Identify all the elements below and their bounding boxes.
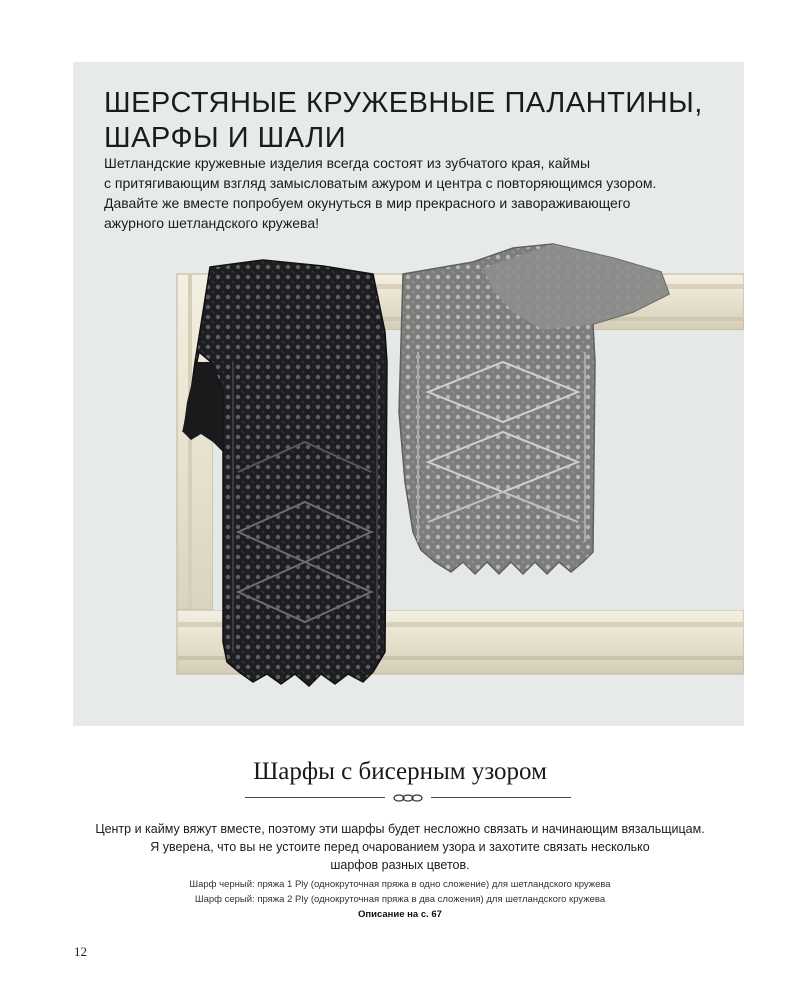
pattern-reference: Описание на с. 67 bbox=[358, 909, 442, 920]
yarn-info bbox=[0, 877, 800, 922]
yarn-line-black: Шарф черный: пряжа 1 Ply (однокруточная пряжа в одно сложение) для шетландского кружева bbox=[189, 879, 611, 890]
hero-photo bbox=[73, 62, 744, 726]
section-title: Шарфы с бисерным узором bbox=[253, 758, 547, 785]
divider-ornament-icon bbox=[393, 793, 423, 803]
yarn-line-grey: Шарф серый: пряжа 2 Ply (однокруточная пряжа в два сложения) для шетландского кружева bbox=[194, 894, 606, 905]
page-title bbox=[104, 86, 703, 156]
intro-line: с притягивающим взгляд замысловатым ажуром и центра с повторяющимся узором. bbox=[104, 175, 657, 191]
title-line: ШАРФЫ И ШАЛИ bbox=[104, 122, 347, 154]
title-line: ШЕРСТЯНЫЕ КРУЖЕВНЫЕ ПАЛАНТИНЫ, bbox=[104, 87, 703, 119]
intro-paragraph bbox=[104, 153, 714, 233]
section-description bbox=[0, 820, 800, 874]
section-divider bbox=[245, 794, 571, 802]
description-line: Центр и кайму вяжут вместе, поэтому эти шарфы будет несложно связать и начинающим вязальщицам. bbox=[95, 822, 705, 836]
divider-line-right bbox=[431, 797, 571, 798]
divider-line-left bbox=[245, 797, 385, 798]
description-line: шарфов разных цветов. bbox=[330, 858, 470, 872]
description-line: Я уверена, что вы не устоите перед очарованием узора и захотите связать несколько bbox=[150, 840, 650, 854]
page-number: 12 bbox=[74, 944, 87, 959]
intro-line: Шетландские кружевные изделия всегда состоят из зубчатого края, каймы bbox=[104, 155, 591, 171]
intro-line: Давайте же вместе попробуем окунуться в мир прекрасного и завораживающего bbox=[104, 195, 631, 211]
intro-line: ажурного шетландского кружева! bbox=[104, 215, 320, 231]
